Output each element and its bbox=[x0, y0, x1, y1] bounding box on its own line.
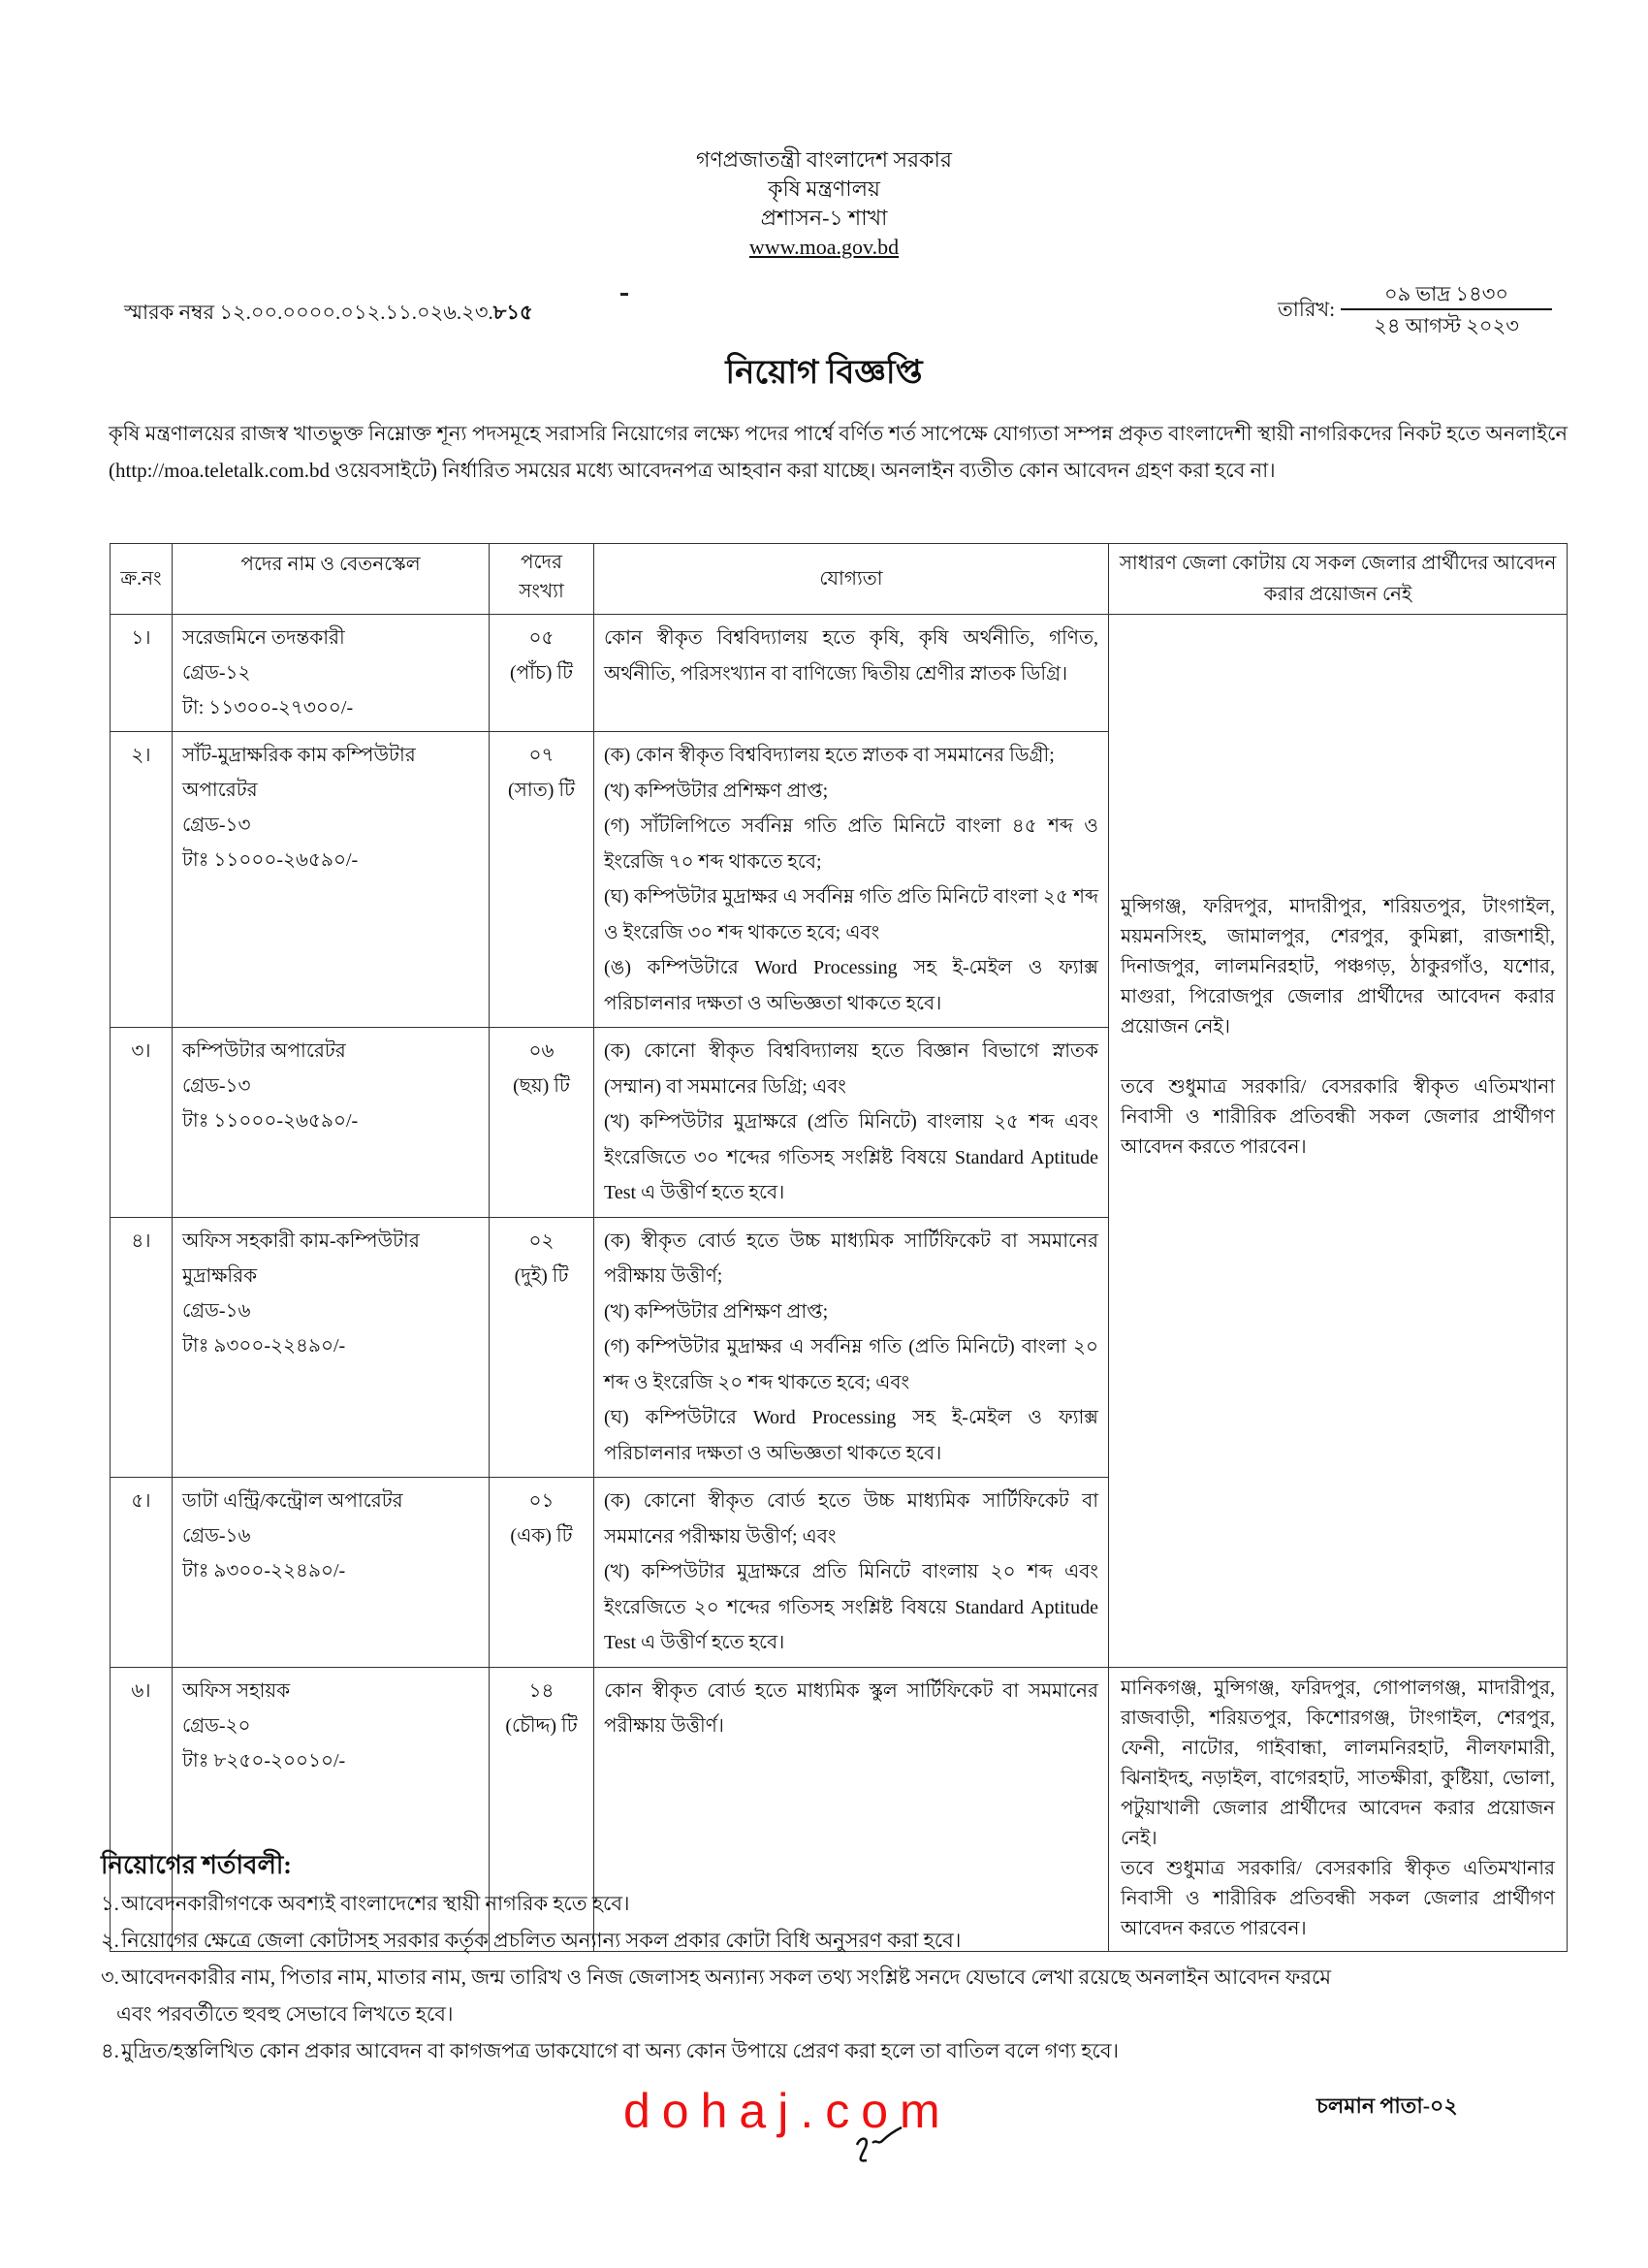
post-line: ডাটা এন্ট্রি/কন্ট্রোল অপারেটর bbox=[182, 1490, 403, 1512]
excluded-districts: মানিকগঞ্জ, মুন্সিগঞ্জ, ফরিদপুর, গোপালগঞ্জ, মাদারীপুর, রাজবাড়ী, শরিয়তপুর, কিশোরগঞ্জ, টাংগাইল, শেরপুর, ফেনী, নাটোর, গাইবান্ধা, লালমনিরহাট, নীলফামারী, ঝিনাইদহ, নড়াইল, বাগেরহাট, সাতক্ষীরা, কুষ্টিয়া, ভোলা, পটুয়াখালী জেলার প্রার্থীদের আবেদন করার প্রয়োজন নেই। bbox=[1121, 1677, 1555, 1849]
post-salary: টা: ১১৩০০-২৭৩০০/- bbox=[182, 697, 354, 719]
term-number: ২. bbox=[101, 1929, 119, 1952]
post-line: গ্রেড-১৩ bbox=[182, 815, 251, 836]
row-qualification bbox=[594, 1028, 1109, 1218]
row-post-name bbox=[173, 1028, 490, 1218]
terms-title: নিয়োগের শর্তাবলী: bbox=[101, 1851, 292, 1879]
website-link[interactable]: www.moa.gov.bd bbox=[748, 235, 900, 259]
count-number: ০৬ bbox=[528, 1040, 555, 1062]
term-text: আবেদনকারীগণকে অবশ্যই বাংলাদেশের স্থায়ী নাগরিক হতে হবে। bbox=[121, 1892, 630, 1915]
row-post-name bbox=[173, 1478, 490, 1668]
count-words: (দুই) টি bbox=[514, 1264, 569, 1287]
memo-number-prefix: ১২.০০.০০০০.০১২.১১.০২৬.২৩. bbox=[219, 301, 493, 324]
handwritten-initial-icon bbox=[851, 2124, 909, 2172]
count-words: (ছয়) টি bbox=[513, 1075, 570, 1097]
table-row bbox=[111, 615, 1568, 732]
post-line: কম্পিউটার অপারেটর bbox=[182, 1040, 346, 1062]
post-line: গ্রেড-১৬ bbox=[182, 1299, 251, 1322]
watermark: dohaj.com bbox=[623, 2084, 952, 2138]
post-salary: টাঃ ৯৩০০-২২৪৯০/- bbox=[182, 1560, 346, 1581]
post-line: অপারেটর bbox=[182, 780, 258, 801]
post-line: গ্রেড-১৩ bbox=[182, 1075, 251, 1097]
post-salary: টাঃ ১১০০০-২৬৫৯০/- bbox=[182, 1110, 359, 1132]
header-count: পদের সংখ্যা bbox=[490, 544, 594, 615]
document-header bbox=[0, 145, 1648, 262]
post-salary: টাঃ ৯৩০০-২২৪৯০/- bbox=[182, 1334, 346, 1357]
row-serial: ২। bbox=[111, 732, 173, 1028]
row-post-name bbox=[173, 1217, 490, 1478]
qualification-item: (ঘ) কম্পিউটার মুদ্রাক্ষর এ সর্বনিম্ন গতি প্রতি মিনিটে বাংলা ২৫ শব্দ ও ইংরেজি ৩০ শব্দ থাকতে হবে; এবং bbox=[604, 886, 1098, 943]
date-block bbox=[1278, 281, 1552, 339]
qualification-item: কোন স্বীকৃত বিশ্ববিদ্যালয় হতে কৃষি, কৃষি অর্থনীতি, গণিত, অর্থনীতি, পরিসংখ্যান বা বাণিজ্যে দ্বিতীয় শ্রেণীর স্নাতক ডিগ্রি। bbox=[604, 627, 1098, 685]
date-gregorian: ২৪ আগস্ট ২০২৩ bbox=[1374, 314, 1519, 337]
post-line: সাঁট-মুদ্রাক্ষরিক কাম কম্পিউটার bbox=[182, 745, 416, 766]
qualification-item: (ক) স্বীকৃত বোর্ড হতে উচ্চ মাধ্যমিক সার্টিফিকেট বা সমমানের পরীক্ষায় উত্তীর্ণ; bbox=[604, 1230, 1098, 1287]
post-line: মুদ্রাক্ষরিক bbox=[182, 1264, 258, 1287]
memo-label: স্মারক নম্বর bbox=[124, 301, 215, 324]
row-serial: ৩। bbox=[111, 1028, 173, 1218]
row-serial: ৫। bbox=[111, 1478, 173, 1668]
count-words: (পাঁচ) টি bbox=[509, 662, 574, 684]
row-post-count bbox=[490, 1478, 594, 1668]
header-serial: ক্র.নং bbox=[111, 544, 173, 615]
vacancy-table bbox=[110, 543, 1568, 1952]
row-qualification bbox=[594, 1217, 1109, 1478]
branch-name: প্রশাসন-১ শাখা bbox=[760, 206, 888, 230]
district-exception-note: তবে শুধুমাত্র সরকারি/ বেসরকারি স্বীকৃত এতিমখানার নিবাসী ও শারীরিক প্রতিবন্ধী সকল জেলার প্রার্থীগণ আবেদন করতে পারবেন। bbox=[1121, 1857, 1555, 1939]
post-line: সরেজমিনে তদন্তকারী bbox=[182, 627, 345, 649]
row-serial: ১। bbox=[111, 615, 173, 732]
count-words: (সাত) টি bbox=[508, 780, 575, 801]
qualification-item: (খ) কম্পিউটার প্রশিক্ষণ প্রাপ্ত; bbox=[604, 1300, 829, 1323]
row-serial: ৬। bbox=[111, 1667, 173, 1951]
page-title: নিয়োগ বিজ্ঞপ্তি bbox=[725, 355, 923, 391]
qualification-item: (ঘ) কম্পিউটারে Word Processing সহ ই-মেইল ও ফ্যাক্স পরিচালনার দক্ষতা ও অভিজ্ঞতা থাকতে হবে। bbox=[604, 1407, 1098, 1464]
ministry-name: কৃষি মন্ত্রণালয় bbox=[768, 176, 880, 201]
row-post-count bbox=[490, 615, 594, 732]
count-number: ০১ bbox=[528, 1490, 555, 1512]
intro-paragraph: কৃষি মন্ত্রণালয়ের রাজস্ব খাতভুক্ত নিম্নোক্ত শূন্য পদসমূহে সরাসরি নিয়োগের লক্ষ্যে পদের পার্শ্বে বর্ণিত শর্ত সাপেক্ষে যোগ্যতা সম্পন্ন প্রকৃত বাংলাদেশী স্থায়ী নাগরিকদের নিকট হতে অনলাইনে (http://moa.teletalk.com.bd ওয়েবসাইটে) নির্ধারিত সময়ের মধ্যে আবেদনপত্র আহবান করা যাচ্ছে। অনলাইন ব্যতীত কোন আবেদন গ্রহণ করা হবে না। bbox=[109, 422, 1568, 482]
term-number: ৪. bbox=[101, 2039, 119, 2062]
scan-mark bbox=[620, 293, 628, 296]
post-line: অফিস সহকারী কাম-কম্পিউটার bbox=[182, 1230, 420, 1252]
term-text: মুদ্রিত/হস্তলিখিত কোন প্রকার আবেদন বা কাগজপত্র ডাকযোগে বা অন্য কোন উপায়ে প্রেরণ করা হলে তা বাতিল বলে গণ্য হবে। bbox=[121, 2039, 1120, 2062]
row-serial: ৪। bbox=[111, 1217, 173, 1478]
post-line: গ্রেড-১৬ bbox=[182, 1525, 251, 1547]
term-item bbox=[101, 1959, 1574, 2032]
count-words: (চৌদ্দ) টি bbox=[505, 1714, 578, 1737]
term-item bbox=[101, 1922, 1574, 1959]
terms-section bbox=[101, 1846, 1574, 2069]
row-post-count bbox=[490, 1028, 594, 1218]
excluded-districts: মুন্সিগঞ্জ, ফরিদপুর, মাদারীপুর, শরিয়তপুর, টাংগাইল, ময়মনসিংহ, জামালপুর, শেরপুর, কুমিল্লা, রাজশাহী, দিনাজপুর, লালমনিরহাট, পঞ্চগড়, ঠাকুরগাঁও, যশোর, মাগুরা, পিরোজপুর জেলার প্রার্থীদের আবেদন করার প্রয়োজন নেই। bbox=[1121, 896, 1555, 1038]
terms-list bbox=[101, 1885, 1574, 2069]
header-district: সাধারণ জেলা কোটায় যে সকল জেলার প্রার্থীদের আবেদন করার প্রয়োজন নেই bbox=[1109, 544, 1568, 615]
row-qualification bbox=[594, 615, 1109, 732]
qualification-item: (ঙ) কম্পিউটারে Word Processing সহ ই-মেইল ও ফ্যাক্স পরিচালনার দক্ষতা ও অভিজ্ঞতা থাকতে হবে। bbox=[604, 957, 1098, 1014]
memo-number-suffix: ৮১৫ bbox=[492, 301, 533, 324]
continued-page-note: চলমান পাতা-০২ bbox=[1316, 2093, 1458, 2118]
row-qualification bbox=[594, 732, 1109, 1028]
qualification-item: (খ) কম্পিউটার মুদ্রাক্ষরে (প্রতি মিনিটে) বাংলায় ২৫ শব্দ এবং ইংরেজিতে ৩০ শব্দের গতিসহ সংশ্লিষ্ট বিষয়ে Standard Aptitude Test এ উত্তীর্ণ হতে হবে। bbox=[604, 1111, 1098, 1203]
post-line: গ্রেড-২০ bbox=[182, 1714, 251, 1737]
qualification-item: (গ) কম্পিউটার মুদ্রাক্ষর এ সর্বনিম্ন গতি (প্রতি মিনিটে) বাংলা ২০ শব্দ ও ইংরেজি ২০ শব্দ থাকতে হবে; এবং bbox=[604, 1336, 1098, 1393]
term-item bbox=[101, 2032, 1574, 2069]
row-post-count bbox=[490, 1217, 594, 1478]
government-name: গণপ্রজাতন্ত্রী বাংলাদেশ সরকার bbox=[695, 147, 953, 172]
qualification-item: (খ) কম্পিউটার মুদ্রাক্ষরে প্রতি মিনিটে বাংলায় ২০ শব্দ এবং ইংরেজিতে ২০ শব্দের গতিসহ সংশ্লিষ্ট বিষয়ে Standard Aptitude Test এ উত্তীর্ণ হতে হবে। bbox=[604, 1561, 1098, 1653]
count-words: (এক) টি bbox=[510, 1525, 573, 1547]
term-text: আবেদনকারীর নাম, পিতার নাম, মাতার নাম, জন্ম তারিখ ও নিজ জেলাসহ অন্যান্য সকল তথ্য সংশ্লিষ্ট সনদে যেভাবে লেখা রয়েছে অনলাইন আবেদন ফরমে bbox=[121, 1965, 1332, 1989]
term-text-continued: এবং পরবর্তীতে হুবহু সেভাবে লিখতে হবে। bbox=[116, 2002, 454, 2026]
post-salary: টাঃ ৮২৫০-২০০১০/- bbox=[182, 1749, 346, 1772]
row-district-quota bbox=[1109, 615, 1568, 1668]
count-number: ০২ bbox=[528, 1230, 555, 1252]
count-number: ১৪ bbox=[528, 1679, 555, 1702]
date-bangla: ০৯ ভাদ্র ১৪৩০ bbox=[1341, 281, 1552, 310]
term-number: ৩. bbox=[101, 1965, 119, 1989]
qualification-item: (ক) কোনো স্বীকৃত বোর্ড হতে উচ্চ মাধ্যমিক সার্টিফিকেট বা সমমানের পরীক্ষায় উত্তীর্ণ; এবং bbox=[604, 1490, 1098, 1548]
row-post-name bbox=[173, 615, 490, 732]
post-line: গ্রেড-১২ bbox=[182, 662, 251, 684]
count-number: ০৫ bbox=[528, 627, 555, 649]
qualification-item: কোন স্বীকৃত বোর্ড হতে মাধ্যমিক স্কুল সার্টিফিকেট বা সমমানের পরীক্ষায় উত্তীর্ণ। bbox=[604, 1679, 1098, 1737]
memo-number bbox=[124, 297, 533, 331]
row-qualification bbox=[594, 1478, 1109, 1668]
qualification-item: (খ) কম্পিউটার প্রশিক্ষণ প্রাপ্ত; bbox=[604, 780, 829, 802]
row-post-name bbox=[173, 732, 490, 1028]
qualification-item: (ক) কোনো স্বীকৃত বিশ্ববিদ্যালয় হতে বিজ্ঞান বিভাগে স্নাতক (সম্মান) বা সমমানের ডিগ্রি; এবং bbox=[604, 1040, 1098, 1098]
header-qualification: যোগ্যতা bbox=[594, 544, 1109, 615]
table-header-row bbox=[111, 544, 1568, 615]
term-item bbox=[101, 1885, 1574, 1922]
qualification-item: (ক) কোন স্বীকৃত বিশ্ববিদ্যালয় হতে স্নাতক বা সমমানের ডিগ্রী; bbox=[604, 745, 1055, 766]
row-post-count bbox=[490, 732, 594, 1028]
district-exception-note: তবে শুধুমাত্র সরকারি/ বেসরকারি স্বীকৃত এতিমখানা নিবাসী ও শারীরিক প্রতিবন্ধী সকল জেলার প্রার্থীগণ আবেদন করতে পারবেন। bbox=[1121, 1076, 1555, 1158]
post-salary: টাঃ ১১০০০-২৬৫৯০/- bbox=[182, 849, 359, 871]
post-line: অফিস সহায়ক bbox=[182, 1679, 291, 1702]
term-number: ১. bbox=[101, 1892, 119, 1915]
date-label: তারিখ: bbox=[1278, 297, 1336, 321]
header-post: পদের নাম ও বেতনস্কেল bbox=[173, 544, 490, 615]
count-number: ০৭ bbox=[528, 745, 555, 766]
qualification-item: (গ) সাঁটলিপিতে সর্বনিম্ন গতি প্রতি মিনিটে বাংলা ৪৫ শব্দ ও ইংরেজি ৭০ শব্দ থাকতে হবে; bbox=[604, 815, 1098, 873]
term-text: নিয়োগের ক্ষেত্রে জেলা কোটাসহ সরকার কর্তৃক প্রচলিত অন্যান্য সকল প্রকার কোটা বিধি অনুসরণ করা হবে। bbox=[121, 1929, 962, 1952]
